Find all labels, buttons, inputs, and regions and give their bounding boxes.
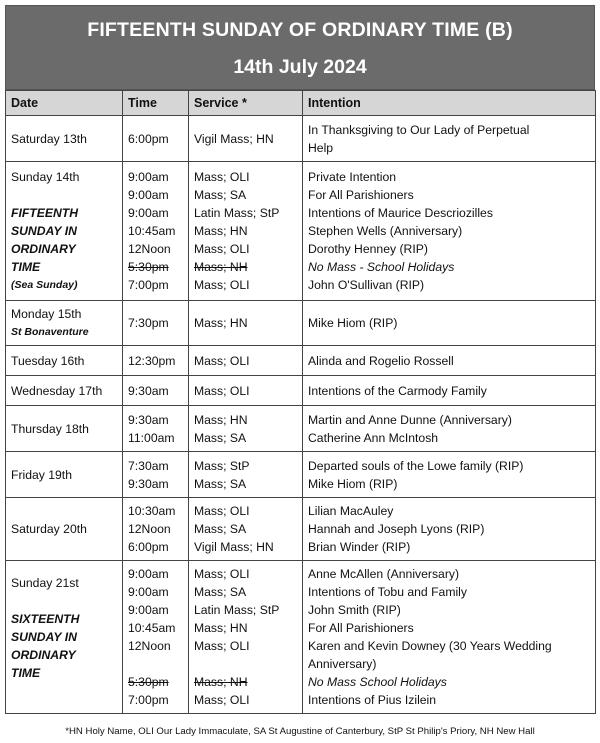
time-cell [123, 561, 189, 714]
service-value: Vigil Mass; HN [194, 131, 274, 146]
day-cell [6, 301, 123, 346]
intention-note: No Mass School Holidays [308, 675, 447, 689]
mass-schedule-sheet [5, 5, 595, 737]
time-value: 7:00pm [128, 693, 169, 707]
intention-cell [303, 301, 596, 346]
time-value: 9:30am [128, 476, 169, 491]
day-cell [6, 561, 123, 714]
service-value: Mass; SA [194, 522, 247, 536]
feast-name: St Bonaventure [11, 326, 89, 338]
service-value: Latin Mass; StP [194, 603, 280, 617]
service-value: Mass; OLI [194, 353, 250, 368]
table-header-row [6, 91, 596, 116]
location-key-footnote: *HN Holy Name, OLI Our Lady Immaculate, SA St Augustine of Canterbury, StP St Philip's Priory, NH New Hall [65, 726, 535, 737]
table-row [6, 376, 596, 406]
intention-cell [303, 116, 596, 162]
service-cell [189, 116, 303, 162]
day-name: Wednesday 17th [11, 383, 103, 398]
day-name: Sunday 21st [11, 576, 79, 590]
day-cell [6, 406, 123, 452]
intention-cell [303, 406, 596, 452]
intention-value: Private Intention [308, 170, 397, 184]
day-cell [6, 346, 123, 376]
time-value: 12:30pm [128, 353, 176, 368]
time-value: 9:00am [128, 188, 169, 202]
intention-value: Martin and Anne Dunne (Anniversary) [308, 412, 512, 427]
intention-value: Intentions of Tobu and Family [308, 585, 467, 599]
time-value: 9:30am [128, 383, 169, 398]
intention-value: Departed souls of the Lowe family (RIP) [308, 458, 524, 473]
service-cell [189, 376, 303, 406]
time-cell [123, 301, 189, 346]
liturgical-title: ORDINARY [11, 242, 76, 256]
time-value: 12Noon [128, 522, 171, 536]
time-cell [123, 498, 189, 561]
intention-value: John O'Sullivan (RIP) [308, 278, 425, 292]
intention-value: For All Parishioners [308, 188, 414, 202]
day-cell [6, 376, 123, 406]
table-row [6, 498, 596, 561]
column-header-intention: Intention [303, 91, 596, 116]
service-value: Mass; OLI [194, 242, 250, 256]
intention-value: In Thanksgiving to Our Lady of Perpetual [308, 122, 530, 137]
service-value: Mass; OLI [194, 693, 250, 707]
service-cell [189, 301, 303, 346]
intention-value: Brian Winder (RIP) [308, 540, 411, 554]
liturgical-title: SUNDAY IN [11, 630, 77, 644]
time-value: 11:00am [128, 430, 175, 445]
time-cell [123, 162, 189, 301]
time-value: 10:30am [128, 504, 176, 518]
liturgical-title: SUNDAY IN [11, 224, 77, 238]
intention-value: Mike Hiom (RIP) [308, 476, 398, 491]
intention-value: Anne McAllen (Anniversary) [308, 567, 460, 581]
intention-value: Dorothy Henney (RIP) [308, 242, 428, 256]
time-value: 12Noon [128, 242, 171, 256]
intention-value: John Smith (RIP) [308, 603, 401, 617]
day-cell [6, 162, 123, 301]
time-cell [123, 406, 189, 452]
column-header-date: Date [6, 91, 123, 116]
time-value: 7:00pm [128, 278, 169, 292]
intention-cell [303, 561, 596, 714]
table-row [6, 116, 596, 162]
schedule-table [5, 90, 596, 714]
day-cell [6, 498, 123, 561]
time-value: 10:45am [128, 621, 176, 635]
service-cell [189, 162, 303, 301]
service-value: Mass; HN [194, 224, 248, 238]
day-name: Saturday 20th [11, 522, 87, 536]
service-value: Vigil Mass; HN [194, 540, 274, 554]
liturgical-title: FIFTEENTH [11, 206, 79, 220]
time-value: 9:30am [128, 412, 169, 427]
day-cell [6, 116, 123, 162]
day-cell [6, 452, 123, 498]
service-value: Mass; OLI [194, 639, 250, 653]
intention-value: Hannah and Joseph Lyons (RIP) [308, 522, 485, 536]
day-spacer [11, 592, 117, 610]
service-cell [189, 498, 303, 561]
time-value: 9:00am [128, 585, 169, 599]
time-value: 6:00pm [128, 540, 169, 554]
time-value: 7:30am [128, 458, 169, 473]
service-value: Latin Mass; StP [194, 206, 280, 220]
intention-cell [303, 346, 596, 376]
intention-cell [303, 452, 596, 498]
intention-value: Intentions of Maurice Descriozilles [308, 206, 493, 220]
service-value: Mass; SA [194, 188, 247, 202]
day-name: Thursday 18th [11, 421, 89, 436]
intention-value: Stephen Wells (Anniversary) [308, 224, 463, 238]
service-value: Mass; SA [194, 476, 247, 491]
intention-value: Mike Hiom (RIP) [308, 316, 398, 330]
intention-cell [303, 498, 596, 561]
time-spacer [128, 655, 183, 673]
service-cell [189, 452, 303, 498]
intention-value: Karen and Kevin Downey (30 Years Wedding [308, 639, 552, 653]
table-row [6, 301, 596, 346]
service-value-cancelled: Mass; NH [194, 675, 248, 689]
time-value: 7:30pm [128, 316, 169, 330]
service-value: Mass; OLI [194, 278, 250, 292]
time-value: 9:00am [128, 206, 169, 220]
service-cell [189, 561, 303, 714]
intention-value: Help [308, 140, 334, 155]
table-row [6, 561, 596, 714]
table-row [6, 406, 596, 452]
liturgical-title: TIME [11, 260, 41, 274]
service-value-cancelled: Mass; NH [194, 260, 248, 274]
time-cell [123, 452, 189, 498]
service-value: Mass; HN [194, 316, 248, 330]
day-name: Tuesday 16th [11, 353, 85, 368]
schedule-header [5, 5, 595, 90]
time-value-cancelled: 5:30pm [128, 260, 169, 274]
time-value: 10:45am [128, 224, 176, 238]
service-value: Mass; OLI [194, 383, 250, 398]
time-value: 9:00am [128, 170, 169, 184]
page-date: 14th July 2024 [233, 56, 367, 78]
time-cell [123, 346, 189, 376]
time-cell [123, 376, 189, 406]
day-name: Friday 19th [11, 467, 72, 482]
service-value: Mass; SA [194, 430, 247, 445]
time-value: 6:00pm [128, 131, 169, 146]
time-value-cancelled: 5:30pm [128, 675, 169, 689]
intention-value: Lilian MacAuley [308, 504, 394, 518]
liturgical-title: SIXTEENTH [11, 612, 80, 626]
service-value: Mass; SA [194, 585, 247, 599]
time-value: 12Noon [128, 639, 171, 653]
time-value: 9:00am [128, 603, 169, 617]
service-value: Mass; OLI [194, 504, 250, 518]
liturgical-title: ORDINARY [11, 648, 76, 662]
intention-value: Catherine Ann McIntosh [308, 430, 439, 445]
day-spacer [11, 186, 117, 204]
table-row [6, 452, 596, 498]
table-row [6, 346, 596, 376]
service-spacer [194, 655, 297, 673]
intention-value: Alinda and Rogelio Rossell [308, 353, 454, 368]
service-cell [189, 406, 303, 452]
intention-value: Intentions of Pius Izilein [308, 693, 437, 707]
day-name: Saturday 13th [11, 131, 87, 146]
intention-cell [303, 162, 596, 301]
service-value: Mass; OLI [194, 170, 250, 184]
column-header-service: Service * [189, 91, 303, 116]
service-value: Mass; OLI [194, 567, 250, 581]
time-value: 9:00am [128, 567, 169, 581]
page-title: FIFTEENTH SUNDAY OF ORDINARY TIME (B) [87, 19, 513, 41]
day-name: Sunday 14th [11, 170, 80, 184]
service-value: Mass; HN [194, 621, 248, 635]
liturgical-title: TIME [11, 666, 41, 680]
liturgical-subtitle: (Sea Sunday) [11, 279, 78, 291]
intention-value: Intentions of the Carmody Family [308, 383, 487, 398]
day-name: Monday 15th [11, 307, 82, 321]
intention-note: No Mass - School Holidays [308, 260, 455, 274]
intention-value: For All Parishioners [308, 621, 414, 635]
intention-cell [303, 376, 596, 406]
column-header-time: Time [123, 91, 189, 116]
table-row [6, 162, 596, 301]
intention-value: Anniversary) [308, 657, 377, 671]
service-cell [189, 346, 303, 376]
service-value: Mass; HN [194, 412, 248, 427]
service-value: Mass; StP [194, 458, 250, 473]
time-cell [123, 116, 189, 162]
